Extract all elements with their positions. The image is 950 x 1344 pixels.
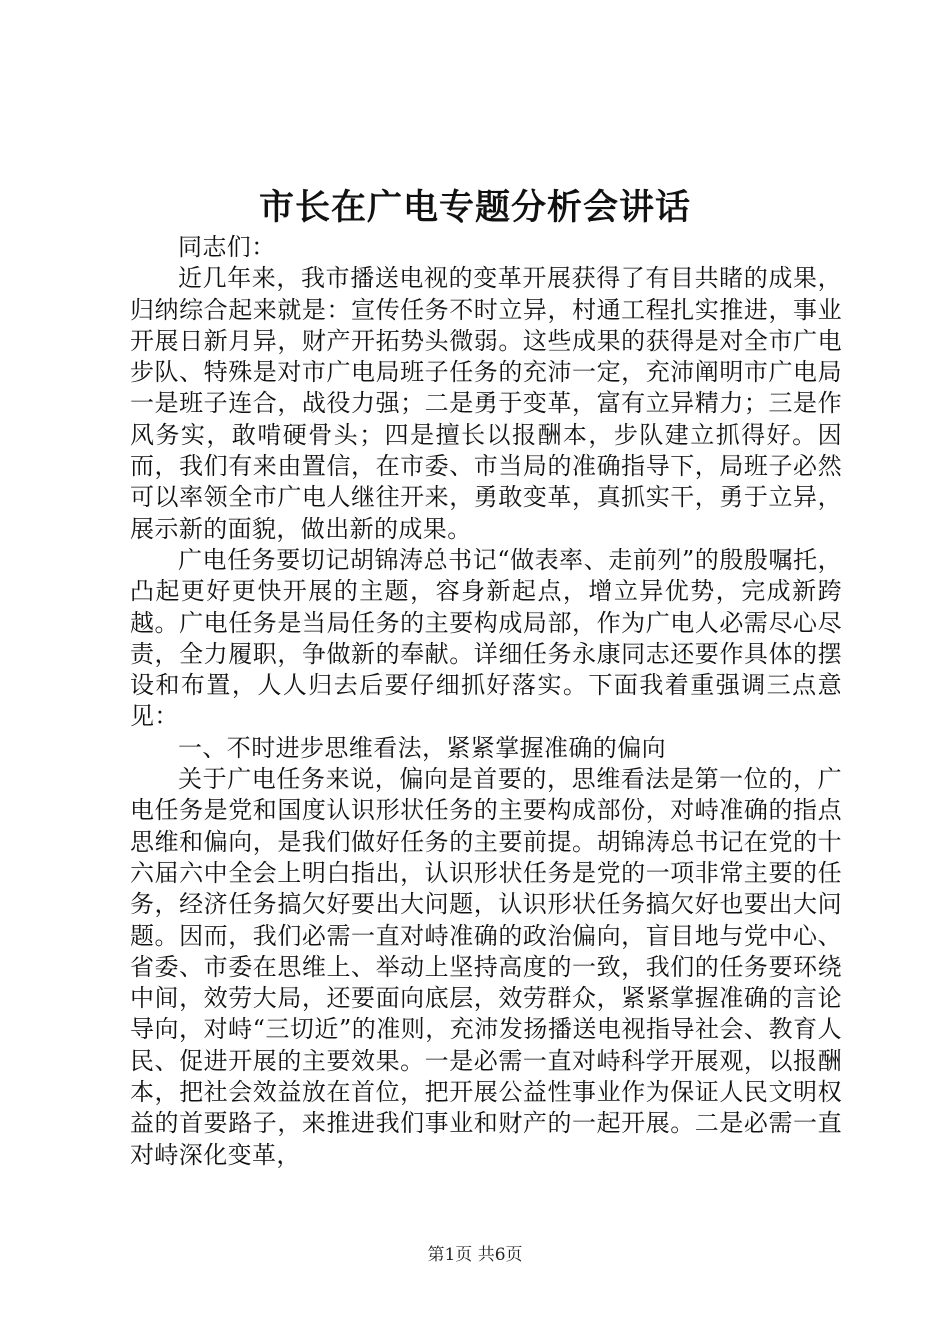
body-paragraph: 近几年来，我市播送电视的变革开展获得了有目共睹的成果，归纳综合起来就是：宣传任务不时立异，村通工程扎实推进，事业开展日新月异，财产开拓势头微弱。这些成果的获得是对全市广电步队、特殊是对市广电局班子任务的充沛一定，充沛阐明市广电局一是班子连合，战役力强；二是勇于变革，富有立异精力；三是作风务实，敢啃硬骨头；四是擅长以报酬本，步队建立抓得好。因而，我们有来由置信，在市委、市当局的准确指导下，局班子必然可以率领全市广电人继往开来，勇敢变革，真抓实干，勇于立异，展示新的面貌，做出新的成果。: [130, 264, 842, 543]
page-number-footer: 第1页 共6页: [427, 1245, 523, 1265]
body-paragraph: 关于广电任务来说，偏向是首要的，思维看法是第一位的，广电任务是党和国度认识形状任务的主要构成部份，对峙准确的指点思维和偏向，是我们做好任务的主要前提。胡锦涛总书记在党的十六届六中全会上明白指出，认识形状任务是党的一项非常主要的任务，经济任务搞欠好要出大问题，认识形状任务搞欠好也要出大问题。因而，我们必需一直对峙准确的政治偏向，盲目地与党中心、省委、市委在思维上、举动上坚持高度的一致，我们的任务要环绕中间，效劳大局，还要面向底层，效劳群众，紧紧掌握准确的言论导向，对峙“三切近”的准则，充沛发扬播送电视指导社会、教育人民、促进开展的主要效果。一是必需一直对峙科学开展观，以报酬本，把社会效益放在首位，把开展公益性事业作为保证人民文明权益的首要路子，来推进我们事业和财产的一起开展。二是必需一直对峙深化变革，: [130, 765, 842, 1169]
section-heading: 一、不时进步思维看法，紧紧掌握准确的偏向: [178, 733, 666, 762]
salutation-paragraph: 同志们：: [178, 233, 276, 261]
document-body: [130, 232, 842, 1171]
page-title: 市长在广电专题分析会讲话: [258, 187, 691, 228]
body-paragraph: 广电任务要切记胡锦涛总书记“做表率、走前列”的殷殷嘱托，凸起更好更快开展的主题，容身新起点，增立异优势，完成新跨越。广电任务是当局任务的主要构成局部，作为广电人必需尽心尽责，全力履职，争做新的奉献。详细任务永康同志还要作具体的摆设和布置，人人归去后要仔细抓好落实。下面我着重强调三点意见：: [130, 545, 842, 731]
